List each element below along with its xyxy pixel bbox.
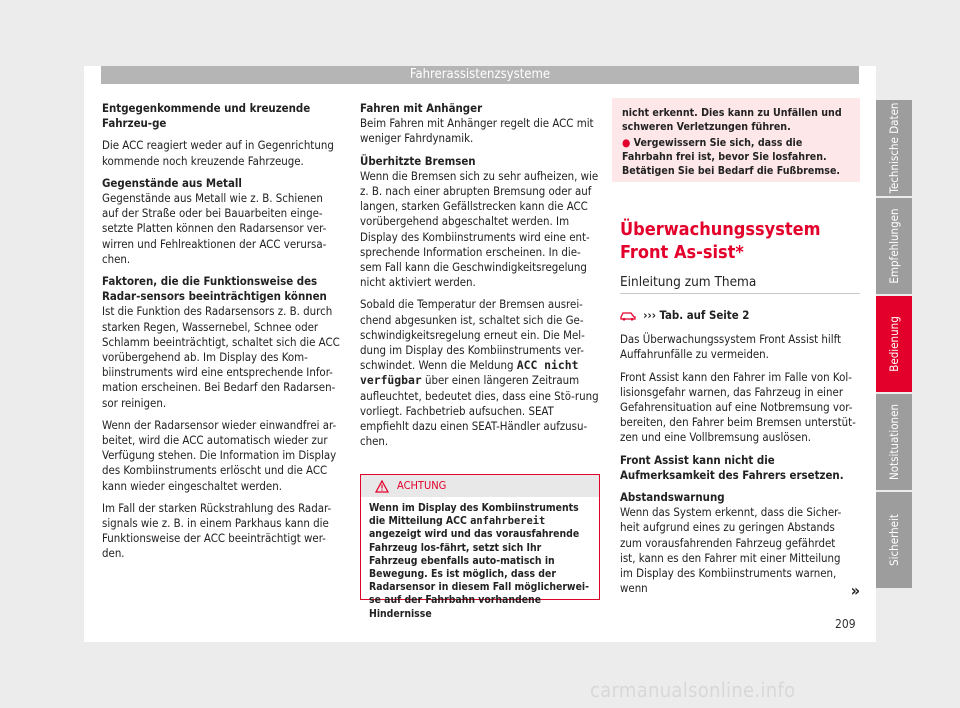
left-column [102, 101, 342, 569]
table-reference[interactable] [620, 308, 860, 325]
warning-continuation-text: nicht erkennt. Dies kann zu Unfällen und schweren Verletzungen führen. [622, 107, 842, 133]
bullet-text: Vergewissern Sie sich, dass die Fahrbahn frei ist, bevor Sie losfahren. Betätigen Sie bei Bedarf die Fußbremse. [622, 137, 841, 177]
middle-column [360, 101, 600, 456]
paragraph-text: Sobald die Temperatur der Bremsen ausrei-chend abgesunken ist, schaltet sich die Ge-schwindigkeitsregelung erneut ein. Die Mel-dung im Display des Kombiinstruments ver-schwindet. Wenn die Meldung [360, 297, 585, 373]
heading-factors: Faktoren, die die Funktionsweise des Radar-sensors beeinträchtigen können [102, 274, 327, 304]
display-message-code: anfahrbereit [470, 515, 546, 528]
paragraph [360, 297, 600, 449]
paragraph-text: über einen längeren Zeitraum aufleuchtet, bedeutet dies, dass eine Stö-rung vorliegt. Fachbetrieb aufsuchen. SEAT empfiehlt dazu einen SEAT-Händler aufzusu-chen. [360, 373, 599, 449]
section-subtitle: Einleitung zum Thema [620, 274, 757, 290]
heading-brakes: Überhitzte Bremsen [360, 153, 476, 168]
tab-notsituationen[interactable] [876, 394, 912, 490]
tab-label: Empfehlungen [887, 208, 901, 284]
paragraph: Ist die Funktion des Radarsensors z. B. durch starken Regen, Wassernebel, Schnee oder Schlamm beeinträchtigt, schaltet sich die ACC vorübergehend ab. Im Display des Kom-biinstruments wird eine entsprechende Infor-mation erscheinen. Bei Bedarf den Radarsen-sor reinigen. [102, 304, 340, 410]
tab-sicherheit[interactable] [876, 492, 912, 588]
warning-text-part: angezeigt wird und das vorausfahrende Fahrzeug los-fährt, setzt sich Ihr Fahrzeug ebenfalls auto-matisch in Bewegung. Es ist möglich, dass der Radarsensor in diesem Fall möglicherwei-se auf der Fahrbahn vorhandene Hindernisse [369, 528, 589, 620]
heading-metal: Gegenstände aus Metall [102, 175, 242, 190]
heading-distance-warning: Abstandswarnung [620, 490, 725, 505]
warning-label: ACHTUNG [397, 479, 447, 492]
warning-box [360, 474, 600, 620]
warning-text-part: Wenn im Display des Kombiinstruments die Mitteilung ACC [369, 502, 579, 528]
page-number: 209 [835, 617, 856, 631]
table-reference-link[interactable]: ››› Tab. auf Seite 2 [643, 308, 750, 322]
paragraph: Beim Fahren mit Anhänger regelt die ACC mit weniger Fahrdynamik. [360, 116, 594, 146]
section-title: Überwachungssystem Front As-sist* [620, 219, 821, 263]
warning-header [361, 475, 599, 497]
paragraph: Das Überwachungssystem Front Assist hilft Auffahrunfälle zu vermeiden. [620, 332, 842, 362]
display-message-code: ACC nicht verfügbar [360, 358, 579, 388]
watermark: carmanualsonline.info [590, 678, 796, 702]
paragraph-text: Wenn das System erkennt, dass die Sicher-heit aufgrund eines zu geringen Abstands zum vorausfahrenden Fahrzeug gefährdet ist, kann es den Fahrer mit einer Mitteilung im Display des Kombiinstruments warnen, wenn [620, 505, 842, 596]
car-reference-icon [620, 310, 636, 325]
tab-bedienung[interactable] [876, 296, 912, 392]
right-column [620, 308, 860, 603]
divider [620, 293, 860, 294]
warning-bullet-item [622, 136, 850, 178]
warning-triangle-icon [375, 479, 389, 501]
tab-empfehlungen[interactable] [876, 198, 912, 294]
paragraph: Im Fall der starken Rückstrahlung des Radar-signals wie z. B. in einem Parkhaus kann die Funktionsweise der ACC beeinträchtigt wer-den. [102, 500, 332, 561]
paragraph: Front Assist kann den Fahrer im Falle von Kol-lisionsgefahr warnen, das Fahrzeug in einer Gefahrensituation auf eine Notbremsung vor-bereiten, den Fahrer beim Bremsen unterstüt-zen und eine Vollbremsung auslösen. [620, 369, 856, 445]
heading-oncoming: Entgegenkommende und kreuzende Fahrzeu-ge [102, 101, 311, 131]
continue-arrow-icon: » [850, 581, 860, 601]
paragraph: Wenn die Bremsen sich zu sehr aufheizen, wie z. B. nach einer abrupten Bremsung oder auf langen, starken Gefällstrecken kann die ACC vorübergehend abgeschaltet werden. Im Display des Kombiinstruments wird eine ent-sprechende Information erscheinen. In die-sem Fall kann die Geschwindigkeitsregelung nicht aktiviert werden. [360, 168, 599, 290]
heading-trailer: Fahren mit Anhänger [360, 101, 483, 115]
emphasis-paragraph: Front Assist kann nicht die Aufmerksamkeit des Fahrers ersetzen. [620, 452, 844, 482]
tab-label: Sicherheit [887, 514, 901, 566]
paragraph: Die ACC reagiert weder auf in Gegenrichtung kommende noch kreuzende Fahrzeuge. [102, 138, 334, 168]
tab-label: Bedienung [887, 316, 901, 372]
bullet-icon: ● [622, 137, 631, 149]
paragraph: Gegenstände aus Metall wie z. B. Schienen auf der Straße oder bei Bauarbeiten einge-setzte Platten können den Radarsensor ver-wirren und Fehlreaktionen der ACC verursa-chen. [102, 191, 327, 266]
paragraph [620, 505, 860, 601]
paragraph: Wenn der Radarsensor wieder einwandfrei ar-beitet, wird die ACC automatisch wieder zur Verfügung stehen. Die Information im Display des Kombiinstruments erlöscht und die ACC kann wieder eingeschaltet werden. [102, 417, 337, 493]
tab-label: Notsituationen [887, 403, 901, 481]
chapter-header: Fahrerassistenzsysteme [101, 66, 859, 84]
tab-technische-daten[interactable] [876, 100, 912, 196]
warning-text [361, 497, 599, 626]
warning-continuation-box [612, 98, 860, 182]
tab-label: Technische Daten [887, 102, 901, 194]
